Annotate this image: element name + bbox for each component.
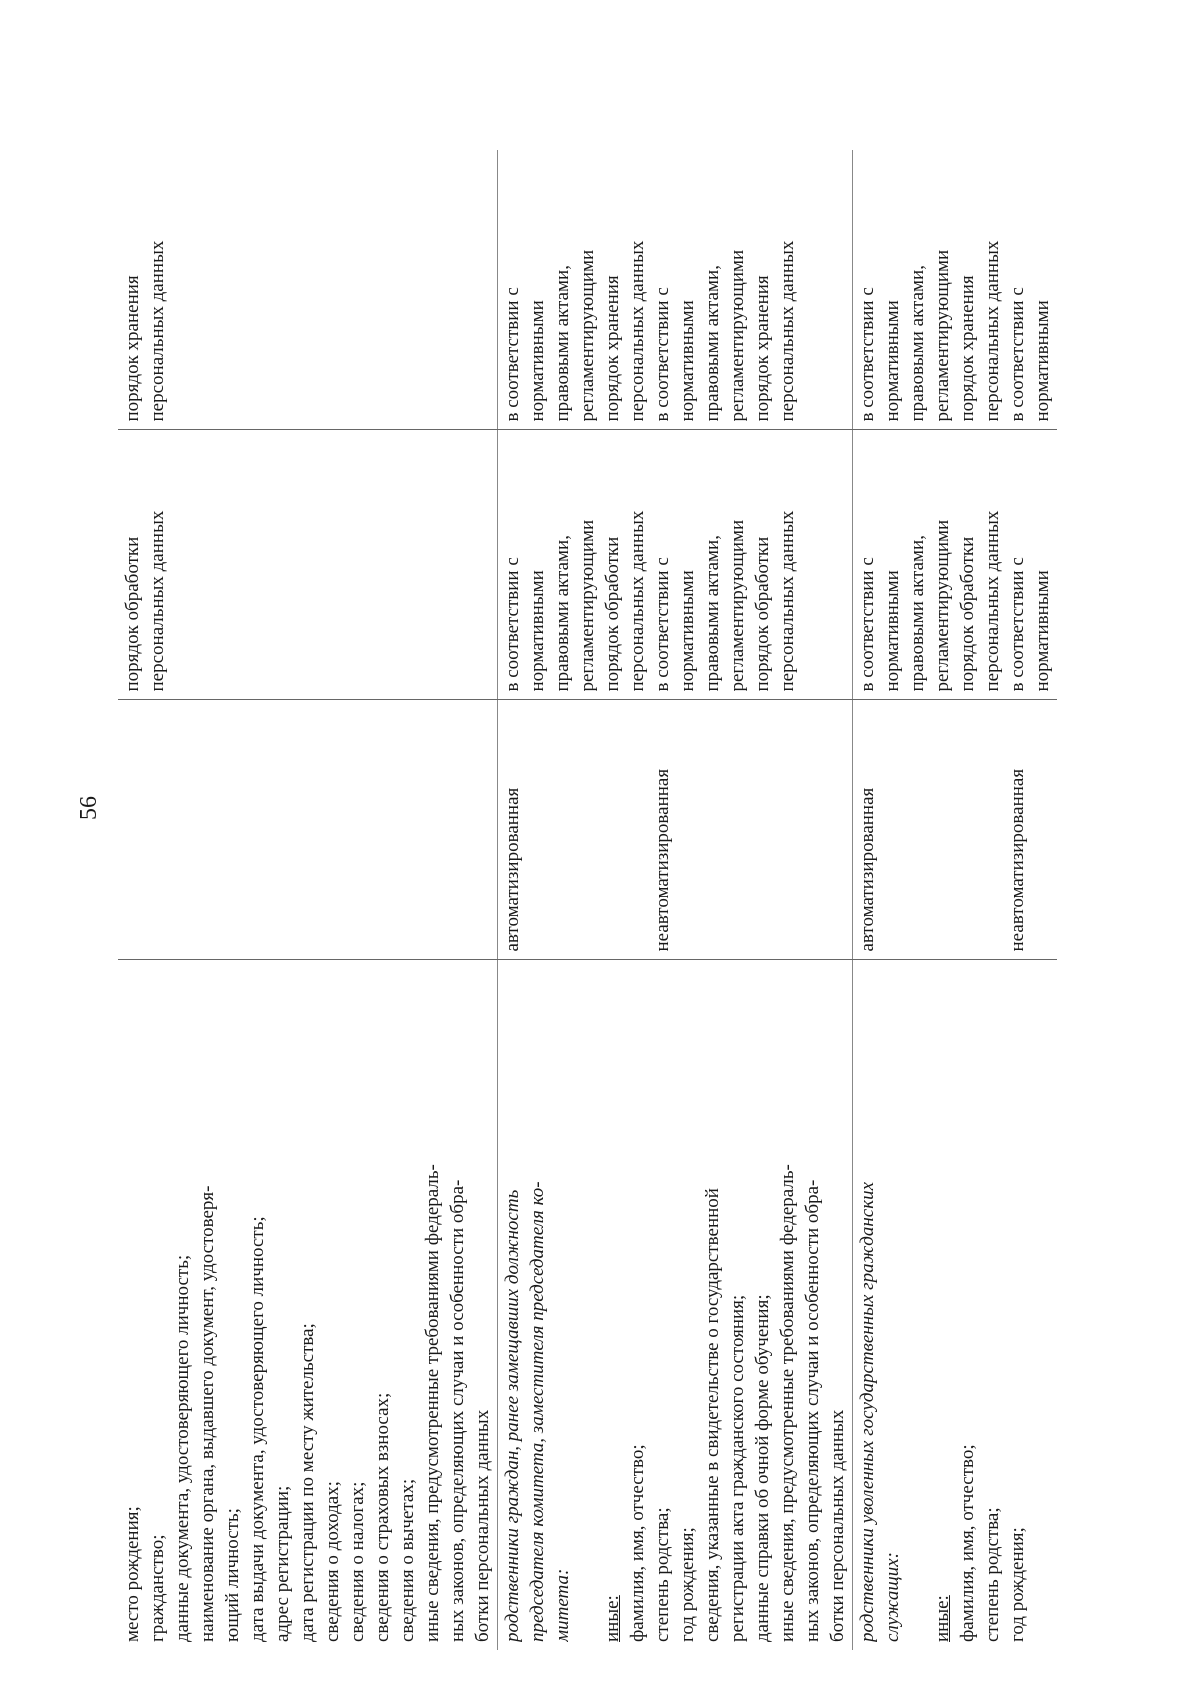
page-number: 56 <box>76 796 102 820</box>
storage-order-cell <box>118 150 498 430</box>
text-line: персональных данных <box>777 510 798 692</box>
text-line: персональных данных <box>627 240 648 422</box>
processing-order-b <box>650 437 800 692</box>
mode-automated: автоматизированная <box>857 787 878 952</box>
processing-order-cell <box>498 430 853 700</box>
text-line: данные документа, удостоверяющего личность; <box>172 1254 193 1642</box>
text-line: дата регистрации по месту жительства; <box>297 1323 318 1642</box>
text-line: адрес регистрации; <box>272 1485 293 1642</box>
processing-order-a <box>500 437 650 692</box>
data-categories-cell <box>853 960 1058 1650</box>
table-row <box>118 150 498 1650</box>
text-line: ных законов, определяющих случаи и особенности обра- <box>802 1179 823 1642</box>
text-line: регламентирующими <box>727 249 748 422</box>
processing-mode-cell <box>118 700 498 960</box>
storage-order-cell <box>498 150 853 430</box>
text-line: родственники граждан, ранее замещавших должность <box>502 1189 523 1642</box>
text-line: порядок хранения <box>602 275 623 422</box>
text-line: митета: <box>552 1568 573 1642</box>
text-line: правовыми актами, <box>702 265 723 422</box>
text-line: наименование органа, выдавшего документ, удостоверя- <box>197 1185 218 1642</box>
text-line: нормативными <box>882 570 903 692</box>
text-line: фамилия, имя, отчество; <box>627 1444 648 1642</box>
category-label: иные: <box>602 1595 623 1642</box>
text-line: фамилия, имя, отчество; <box>957 1444 978 1642</box>
text-line: сведения о вычетах; <box>397 1478 418 1642</box>
text-line: в соответствии с <box>502 287 523 422</box>
text-line: ющий личность; <box>222 1508 243 1642</box>
text-line: нормативными <box>882 300 903 422</box>
text-line: год рождения; <box>677 1527 698 1642</box>
text-line: правовыми актами, <box>552 265 573 422</box>
text-line: в соответствии с <box>857 287 878 422</box>
data-categories-cell <box>498 960 853 1650</box>
text-line: правовыми актами, <box>907 265 928 422</box>
text-line: правовыми актами, <box>552 535 573 692</box>
text-line: иные сведения, предусмотренные требованиями федераль- <box>422 1164 443 1642</box>
processing-order-cell <box>118 430 498 700</box>
text-line: в соответствии с <box>1007 287 1028 422</box>
text-line: регламентирующими <box>932 249 953 422</box>
text-line: персональных данных <box>982 240 1003 422</box>
text-line: степень родства; <box>652 1507 673 1642</box>
text-line: персональных данных <box>147 240 168 422</box>
storage-order-b <box>650 156 800 422</box>
text-line: правовыми актами, <box>702 535 723 692</box>
text-line: нормативными <box>527 300 548 422</box>
text-line: иные сведения, предусмотренные требованиями федераль- <box>777 1164 798 1642</box>
category-label: иные: <box>932 1595 953 1642</box>
personal-data-table <box>118 150 1057 1650</box>
processing-mode-cell <box>498 700 853 960</box>
text-line: персональных данных <box>777 240 798 422</box>
text-line: в соответствии с <box>652 557 673 692</box>
text-line: персональных данных <box>982 510 1003 692</box>
text-line: родственники уволенных государственных гражданских <box>857 1181 878 1642</box>
processing-order-cell <box>853 430 1058 700</box>
category-items <box>955 967 1030 1643</box>
storage-order-a <box>855 156 1005 422</box>
text-line: председателя комитета, заместителя председателя ко- <box>527 1181 548 1642</box>
storage-order-a <box>500 156 650 422</box>
text-line: сведения, указанные в свидетельстве о государственной <box>702 1188 723 1642</box>
text-line: год рождения; <box>1007 1527 1028 1642</box>
text-line: нормативными <box>677 300 698 422</box>
text-line: порядок обработки <box>957 536 978 692</box>
text-line: нормативными <box>527 570 548 692</box>
text-line: регламентирующими <box>727 519 748 692</box>
mode-automated: автоматизированная <box>502 787 523 952</box>
mode-non-automated: неавтоматизированная <box>652 768 673 952</box>
text-line: порядок обработки <box>122 536 143 692</box>
text-line: регламентирующими <box>577 249 598 422</box>
text-line: порядок хранения <box>957 275 978 422</box>
data-table-sheet <box>118 150 1138 1650</box>
processing-order-a <box>855 437 1005 692</box>
text-line: в соответствии с <box>1007 557 1028 692</box>
category-heading <box>855 967 905 1643</box>
processing-mode-cell <box>853 700 1058 960</box>
storage-order-b <box>1005 156 1055 422</box>
text-line: ных законов, определяющих случаи и особенности обра- <box>447 1179 468 1642</box>
text-line: в соответствии с <box>857 557 878 692</box>
category-heading <box>500 967 575 1643</box>
text-line: регистрации акта гражданского состояния; <box>727 1294 748 1642</box>
text-line: регламентирующими <box>577 519 598 692</box>
text-line: место рождения; <box>122 1506 143 1642</box>
text-line: в соответствии с <box>652 287 673 422</box>
text-line: служащих: <box>882 1552 903 1642</box>
text-line: сведения о доходах; <box>322 1481 343 1642</box>
text-line: нормативными <box>677 570 698 692</box>
text-line: регламентирующими <box>932 519 953 692</box>
text-line: порядок хранения <box>122 275 143 422</box>
text-line: гражданство; <box>147 1534 168 1642</box>
text-line: персональных данных <box>627 510 648 692</box>
data-categories-cell <box>118 960 498 1650</box>
text-line: ботки персональных данных <box>472 1409 493 1642</box>
text-line: дата выдачи документа, удостоверяющего личность; <box>247 1216 268 1642</box>
text-line: порядок хранения <box>752 275 773 422</box>
processing-order-b <box>1005 437 1055 692</box>
category-items <box>625 967 850 1643</box>
text-line: степень родства; <box>982 1507 1003 1642</box>
table-row <box>498 150 853 1650</box>
text-line: сведения о страховых взносах; <box>372 1392 393 1642</box>
text-line: правовыми актами, <box>907 535 928 692</box>
text-line: персональных данных <box>147 510 168 692</box>
table-row <box>853 150 1058 1650</box>
text-line: нормативными <box>1032 300 1053 422</box>
text-line: в соответствии с <box>502 557 523 692</box>
storage-order-cell <box>853 150 1058 430</box>
text-line: данные справки об очной форме обучения; <box>752 1294 773 1642</box>
text-line: ботки персональных данных <box>827 1409 848 1642</box>
text-line: порядок обработки <box>602 536 623 692</box>
text-line: нормативными <box>1032 570 1053 692</box>
text-line: сведения о налогах; <box>347 1481 368 1642</box>
text-line: порядок обработки <box>752 536 773 692</box>
mode-non-automated: неавтоматизированная <box>1007 768 1028 952</box>
